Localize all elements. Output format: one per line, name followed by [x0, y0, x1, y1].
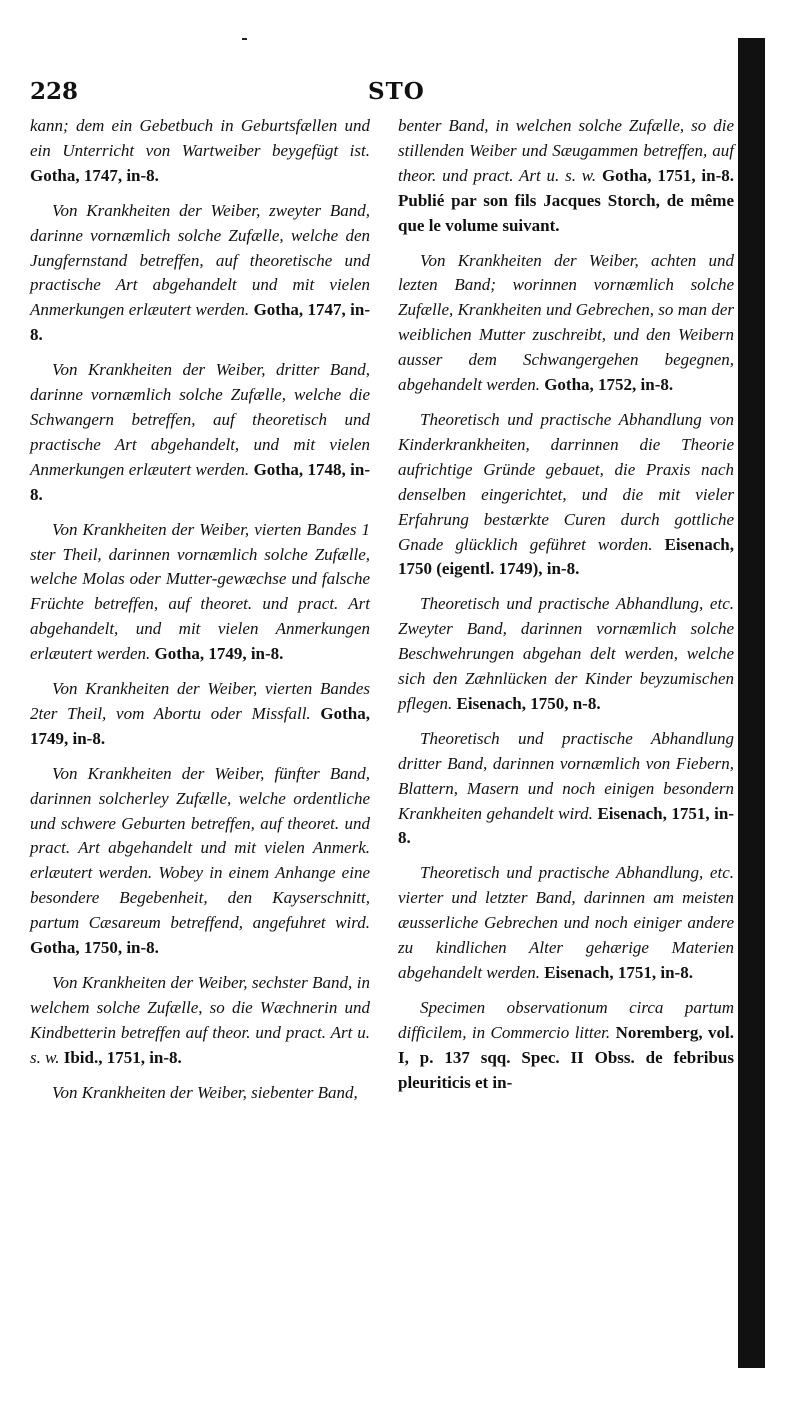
bibliography-entry — [30, 677, 370, 752]
entry-title: kann; dem ein Gebetbuch in Geburtsfællen und ein Unterricht von Wartweiber beygefügt ist. — [30, 116, 370, 160]
entry-title: benter Band, in welchen solche Zufælle, so die stillenden Weiber und Sæugammen betreffen, auf theor. und pract. Art u. s. w. — [398, 116, 734, 185]
bibliography-entry — [398, 408, 734, 582]
entry-title: Von Krankheiten der Weiber, vierten Bandes 2ter Theil, vom Abortu oder Missfall. — [30, 679, 370, 723]
entry-title: Theoretisch und practische Abhandlung, etc. vierter und letzter Band, darinnen am meisten æusserliche Gebrechen und noch einiger andere zu kindlichen Alter gehærige Materien abgehandelt werden. — [398, 863, 734, 982]
entry-imprint: Gotha, 1748, in-8. — [30, 459, 370, 504]
bibliography-entry — [30, 971, 370, 1071]
entry-imprint: Ibid., 1751, in-8. — [63, 1047, 182, 1067]
entry-title: Von Krankheiten der Weiber, vierten Bandes 1 ster Theil, darinnen vornæmlich solche Zufælle, welche Molas oder Mutter-gewæchse und falsche Früchte betreffen, auf theoret. und pract. Art abgehandelt, und mit vielen Anmerkungen erlæutert werden. — [30, 519, 370, 664]
entry-imprint: Eisenach, 1750, n-8. — [456, 693, 601, 713]
bibliography-entry — [30, 199, 370, 348]
entry-imprint: Eisenach, 1751, in-8. — [398, 803, 735, 848]
entry-title: Von Krankheiten der Weiber, siebenter Band, — [52, 1082, 358, 1102]
entry-imprint: Eisenach, 1751, in-8. — [544, 963, 693, 982]
bibliography-entry — [30, 1081, 370, 1106]
entry-title: Von Krankheiten der Weiber, fünfter Band, darinnen solcherley Zufælle, welche ordentliche und schwere Geburten betreffen, auf theoret. und pract. Art abgehandelt und mit vielen Anmerk. erlæutert werden. Wobey in einem Anhange eine besondere Begebenheit, den Kayserschnitt, partum Cæsareum betreffend, angefuhret wird. — [30, 763, 370, 933]
bibliography-entry — [398, 996, 734, 1096]
entry-imprint: Noremberg, vol. I, p. 137 sqq. Spec. II Obss. de febribus pleuriticis et in- — [398, 1022, 735, 1092]
entry-title: Von Krankheiten der Weiber, achten und lezten Band; worinnen vornæmlich solche Zufælle, Krankheiten und Gebrechen, so man der weiblichen Mutter zuschreibt, und den Weibern ausser dem Schwangergehen begegnen, abgehandelt werden. — [398, 250, 734, 395]
entry-imprint: Gotha, 1751, in-8. Publié par son fils Jacques Storch, de même que le volume suivant. — [398, 165, 734, 235]
bibliography-entry — [398, 249, 734, 398]
entry-imprint: Gotha, 1749, in-8. — [154, 644, 284, 664]
bibliography-entry — [30, 114, 370, 189]
entry-imprint: Gotha, 1747, in-8. — [30, 300, 370, 345]
bibliography-entry — [30, 358, 370, 507]
entry-imprint: Gotha, 1749, in-8. — [30, 703, 371, 748]
entry-title: Von Krankheiten der Weiber, sechster Band, in welchem solche Zufælle, so die Wæchnerin und Kindbetterin betreffen auf theor. und pract. Art u. s. w. — [30, 973, 370, 1067]
entry-title: Theoretisch und practische Abhandlung dritter Band, darinnen vornæmlich von Fiebern, Blattern, Masern und noch einigen besondern Krankheiten gehandelt wird. — [398, 728, 734, 823]
entry-imprint: Gotha, 1747, in-8. — [30, 165, 159, 185]
bibliography-entry — [398, 114, 734, 239]
entry-title: Von Krankheiten der Weiber, dritter Band, darinne vornæmlich solche Zufælle, welche die Schwangern betreffen, auf theoretisch und practische Art abgehandelt, und mit vielen Anmerkungen erlæutert werden. — [30, 360, 370, 479]
bibliography-entry — [398, 727, 734, 852]
bibliography-entry — [30, 762, 370, 961]
entry-imprint: Gotha, 1750, in-8. — [30, 938, 159, 958]
bibliography-entry — [398, 592, 734, 717]
left-column — [30, 114, 370, 1116]
entry-imprint: Gotha, 1752, in-8. — [544, 375, 674, 395]
scan-edge-shadow — [738, 38, 765, 1368]
right-column — [398, 114, 734, 1106]
running-head: STO — [368, 78, 425, 105]
entry-title: Specimen observationum circa partum difficilem, in Commercio litter. — [398, 997, 734, 1042]
bibliography-entry — [398, 861, 734, 986]
entry-title: Theoretisch und practische Abhandlung, etc. Zweyter Band, darinnen vornæmlich solche Beschwehrungen abgehan delt werden, welche sich den Zæhnlücken der Kinder beyzumischen pflegen. — [398, 594, 734, 713]
entry-imprint: Eisenach, 1750 (eigentl. 1749), in-8. — [398, 534, 734, 579]
bibliography-entry — [30, 518, 370, 667]
entry-title: Von Krankheiten der Weiber, zweyter Band, darinne vornæmlich solche Zufælle, welche den Jungfernstand betreffen, auf theoretische und practische Art abgehandelt und mit vielen Anmerkungen erlæutert werden. — [30, 200, 370, 320]
entry-title: Theoretisch und practische Abhandlung von Kinderkrankheiten, darrinnen die Theorie aufrichtige Gründe gebauet, die Praxis nach denselben eingerichtet, und die mit vieler Erfahrung bestærkte Curen durch gottliche Gnade glücklich geführet worden. — [398, 409, 734, 554]
printer-mark — [242, 38, 247, 40]
page-number: 228 — [30, 78, 79, 105]
